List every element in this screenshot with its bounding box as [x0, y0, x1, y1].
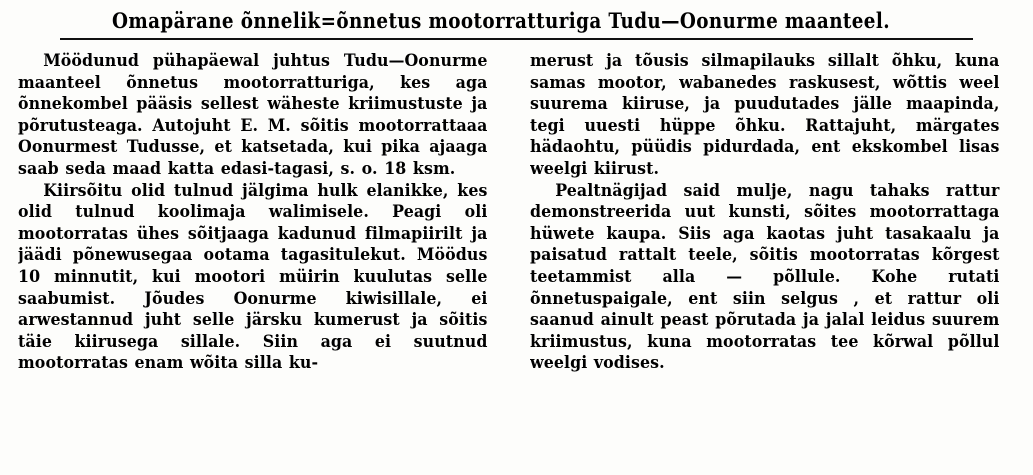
- article-body: [18, 50, 1015, 470]
- paragraph: merust ja tõusis silmapilauks sillalt õhku, kuna samas mootor, wabanedes raskusest, wõttis weel suurema kiiruse, ja puudutades jälle maapinda, tegi uuesti hüppe õhku. Rattajuht, märgates hädaohtu, püüdis pidurdada, ent ekskombel lisas weelgi kiirust.: [530, 51, 1000, 178]
- article-headline: Omapärane õnnelik=õnnetus mootorratturiga Tudu—Oonurme maanteel.: [112, 8, 890, 33]
- paragraph: Möödunud pühapäewal juhtus Tudu—Oonurme maanteel õnnetus mootorratturiga, kes aga õnnekombel pääsis sellest wäheste kriimustuste ja põrutusteaga. Autojuht E. M. sõitis mootorrattaaa Oonurmest Tudusse, et katsetada, kui pika ajaaga saab seda maad katta edasi-tagasi, s. o. 18 ksm.: [18, 51, 488, 178]
- right-column: [530, 50, 999, 470]
- left-column: [18, 50, 487, 470]
- paragraph: Pealtnägijad said mulje, nagu tahaks rattur demonstreerida uut kunsti, sõites mootorrattaga hüwete kaupa. Siis aga kaotas juht tasakaalu ja paisatud rattalt teele, sõitis mootorratas kõrgest teetammist alla — põllule. Kohe rutati õnnetuspaigale, ent siin selgus , et rattur oli saanud ainult peast põrutada ja jalal leidus suurem kriimustus, kuna mootorratas tee kõrwal põllul weelgi vodises.: [530, 180, 1000, 373]
- headline-rule: [60, 38, 973, 40]
- paragraph: Kiirsõitu olid tulnud jälgima hulk elanikke, kes olid tulnud koolimaja walimisele. Peagi oli mootorratas ühes sõitjaaga kadunud filmapiirilt ja jäädi põnewusegaa ootama tagasitulekut. Möödus 10 minnutit, kui mootori müirin kuulutas selle saabumist. Jõudes Oonurme kiwisillale, ei arwestannud juht selle järsku kumerust ja sõitis täie kiirusega sillale. Siin aga ei suutnud mootorratas enam wõita silla ku-: [18, 180, 488, 373]
